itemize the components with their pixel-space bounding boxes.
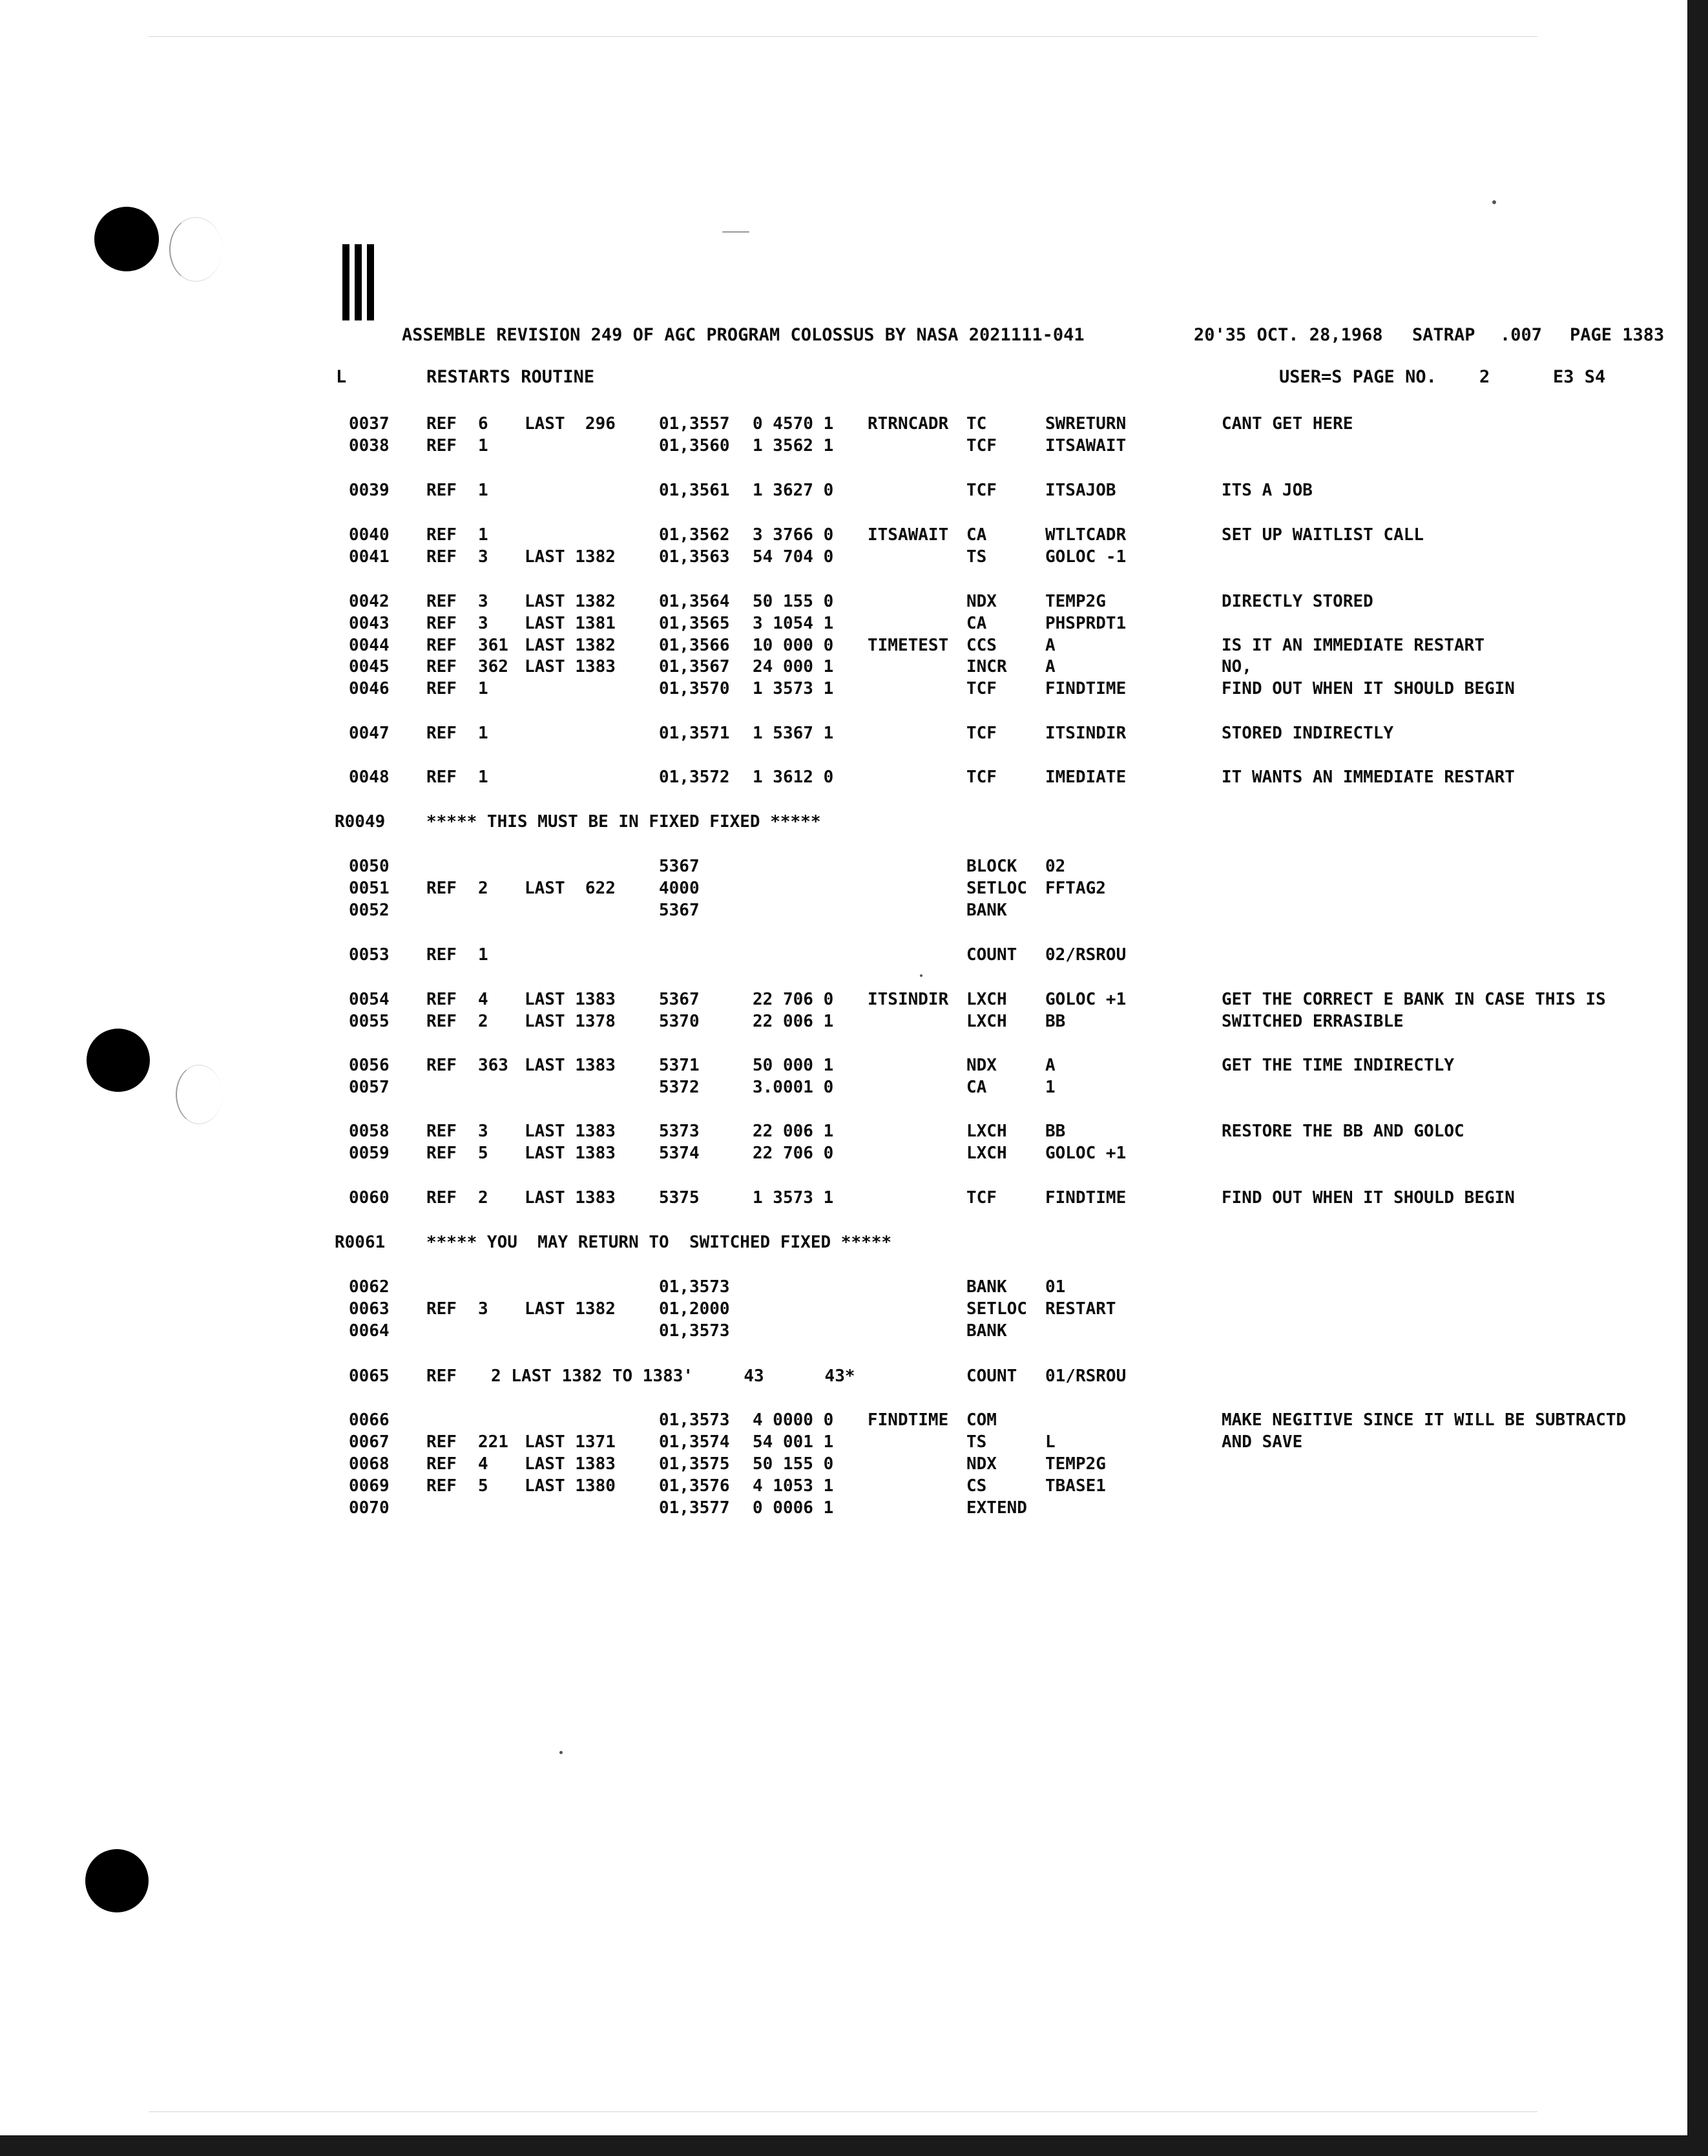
opcode: BANK bbox=[966, 901, 1007, 920]
address: 01,3567 bbox=[659, 657, 730, 676]
machine-code: 54 704 0 bbox=[753, 547, 834, 567]
address: 01,3572 bbox=[659, 768, 730, 787]
comment: GET THE TIME INDIRECTLY bbox=[1222, 1056, 1455, 1075]
machine-code: 4 0000 0 bbox=[753, 1410, 834, 1430]
comment: RESTORE THE BB AND GOLOC bbox=[1222, 1122, 1464, 1141]
operand: 02/RSROU bbox=[1045, 945, 1127, 965]
ref-marker: REF bbox=[426, 1366, 457, 1386]
operand: GOLOC +1 bbox=[1045, 1144, 1127, 1163]
ref-count: 1 bbox=[478, 436, 488, 455]
last-ref: LAST 1378 bbox=[525, 1012, 616, 1031]
address: 01,3562 bbox=[659, 525, 730, 545]
ref-marker: REF bbox=[426, 1299, 457, 1319]
machine-code: 10 000 0 bbox=[753, 636, 834, 655]
ref-marker: REF bbox=[426, 1122, 457, 1141]
user-page-number: 2 bbox=[1479, 367, 1490, 387]
operand: PHSPRDT1 bbox=[1045, 614, 1127, 633]
last-ref: LAST 1383 bbox=[525, 1144, 616, 1163]
opcode: TCF bbox=[966, 679, 997, 698]
opcode: CA bbox=[966, 525, 987, 545]
ref-count: 2 bbox=[478, 1012, 488, 1031]
machine-code: 1 5367 1 bbox=[753, 724, 834, 743]
machine-code: 3 1054 1 bbox=[753, 614, 834, 633]
line-number: 0066 bbox=[349, 1410, 390, 1430]
line-number: R0061 bbox=[335, 1233, 386, 1252]
opcode: CS bbox=[966, 1476, 987, 1496]
operand: GOLOC -1 bbox=[1045, 547, 1127, 567]
last-ref: LAST 1383 bbox=[525, 657, 616, 676]
ref-count: 221 bbox=[478, 1432, 508, 1452]
line-number: 0041 bbox=[349, 547, 390, 567]
subheader-tag: E3 S4 bbox=[1553, 367, 1606, 387]
ref-marker: REF bbox=[426, 1454, 457, 1474]
line-number: 0047 bbox=[349, 724, 390, 743]
last-ref: LAST 1381 bbox=[525, 614, 616, 633]
machine-code: 22 006 1 bbox=[753, 1122, 834, 1141]
comment: CANT GET HERE bbox=[1222, 414, 1353, 434]
opcode: BANK bbox=[966, 1277, 1007, 1297]
label: ITSINDIR bbox=[868, 990, 949, 1009]
address: 01,3570 bbox=[659, 679, 730, 698]
line-number: 0040 bbox=[349, 525, 390, 545]
ref-count: 3 bbox=[478, 614, 488, 633]
machine-code: 22 006 1 bbox=[753, 1012, 834, 1031]
address: 01,3573 bbox=[659, 1277, 730, 1297]
operand: GOLOC +1 bbox=[1045, 990, 1127, 1009]
ref-count: 1 bbox=[478, 525, 488, 545]
line-number: 0048 bbox=[349, 768, 390, 787]
address: 5373 bbox=[659, 1122, 700, 1141]
address: 01,3557 bbox=[659, 414, 730, 434]
line-number: 0064 bbox=[349, 1321, 390, 1341]
last-ref: LAST 1382 bbox=[525, 547, 616, 567]
opcode: NDX bbox=[966, 1454, 997, 1474]
ref-marker: REF bbox=[426, 990, 457, 1009]
opcode: TCF bbox=[966, 436, 997, 455]
machine-code: 3 3766 0 bbox=[753, 525, 834, 545]
line-number: 0039 bbox=[349, 481, 390, 500]
comment: IT WANTS AN IMMEDIATE RESTART bbox=[1222, 768, 1515, 787]
operand: FINDTIME bbox=[1045, 1188, 1127, 1208]
operand: FFTAG2 bbox=[1045, 879, 1106, 898]
last-ref: LAST 1383 bbox=[525, 1454, 616, 1474]
ref-marker: REF bbox=[426, 1144, 457, 1163]
ref-marker: REF bbox=[426, 481, 457, 500]
opcode: TS bbox=[966, 1432, 987, 1452]
address: 01,2000 bbox=[659, 1299, 730, 1319]
address: 01,3563 bbox=[659, 547, 730, 567]
opcode: TS bbox=[966, 547, 987, 567]
operand: WTLTCADR bbox=[1045, 525, 1127, 545]
ref-count: 3 bbox=[478, 1122, 488, 1141]
operand: ITSINDIR bbox=[1045, 724, 1127, 743]
opcode: NDX bbox=[966, 1056, 997, 1075]
address: 01,3566 bbox=[659, 636, 730, 655]
ref-count: 3 bbox=[478, 592, 488, 611]
ref-marker: REF bbox=[426, 636, 457, 655]
operand: ITSAWAIT bbox=[1045, 436, 1127, 455]
address: 5370 bbox=[659, 1012, 700, 1031]
header-title: ASSEMBLE REVISION 249 OF AGC PROGRAM COLOSSUS BY NASA 2021111-041 bbox=[402, 325, 1085, 345]
address: 5372 bbox=[659, 1078, 700, 1097]
machine-code: 50 155 0 bbox=[753, 592, 834, 611]
opcode: NDX bbox=[966, 592, 997, 611]
address: 5367 bbox=[659, 901, 700, 920]
ref-marker: REF bbox=[426, 1056, 457, 1075]
operand: TBASE1 bbox=[1045, 1476, 1106, 1496]
address: 01,3574 bbox=[659, 1432, 730, 1452]
opcode: TCF bbox=[966, 1188, 997, 1208]
ref-marker: REF bbox=[426, 1432, 457, 1452]
opcode: CCS bbox=[966, 636, 997, 655]
last-ref: 2 LAST 1382 TO 1383' 43 43* bbox=[491, 1366, 855, 1386]
line-number: 0062 bbox=[349, 1277, 390, 1297]
opcode: EXTEND bbox=[966, 1498, 1027, 1518]
ref-marker: REF bbox=[426, 592, 457, 611]
operand: SWRETURN bbox=[1045, 414, 1127, 434]
machine-code: 0 0006 1 bbox=[753, 1498, 834, 1518]
ref-marker: REF bbox=[426, 1476, 457, 1496]
operand: IMEDIATE bbox=[1045, 768, 1127, 787]
address: 5371 bbox=[659, 1056, 700, 1075]
operand: BB bbox=[1045, 1122, 1066, 1141]
last-ref: LAST 1383 bbox=[525, 1188, 616, 1208]
operand: TEMP2G bbox=[1045, 592, 1106, 611]
ref-marker: REF bbox=[426, 525, 457, 545]
ref-count: 1 bbox=[478, 679, 488, 698]
ref-marker: REF bbox=[426, 945, 457, 965]
comment: FIND OUT WHEN IT SHOULD BEGIN bbox=[1222, 1188, 1515, 1208]
address: 01,3573 bbox=[659, 1321, 730, 1341]
listing-message: ***** THIS MUST BE IN FIXED FIXED ***** bbox=[426, 812, 821, 832]
machine-code: 0 4570 1 bbox=[753, 414, 834, 434]
line-number: 0045 bbox=[349, 657, 390, 676]
label: FINDTIME bbox=[868, 1410, 949, 1430]
address: 5367 bbox=[659, 990, 700, 1009]
address: 5374 bbox=[659, 1144, 700, 1163]
opcode: COUNT bbox=[966, 945, 1017, 965]
operand: A bbox=[1045, 636, 1056, 655]
ref-marker: REF bbox=[426, 547, 457, 567]
opcode: TCF bbox=[966, 724, 997, 743]
machine-code: 1 3573 1 bbox=[753, 1188, 834, 1208]
ref-marker: REF bbox=[426, 1012, 457, 1031]
operand: A bbox=[1045, 657, 1056, 676]
ref-marker: REF bbox=[426, 436, 457, 455]
ref-count: 2 bbox=[478, 879, 488, 898]
line-number: 0065 bbox=[349, 1366, 390, 1386]
machine-code: 54 001 1 bbox=[753, 1432, 834, 1452]
ref-count: 1 bbox=[478, 724, 488, 743]
ref-marker: REF bbox=[426, 657, 457, 676]
ref-count: 6 bbox=[478, 414, 488, 434]
address: 01,3573 bbox=[659, 1410, 730, 1430]
line-number: 0043 bbox=[349, 614, 390, 633]
address: 01,3561 bbox=[659, 481, 730, 500]
machine-code: 24 000 1 bbox=[753, 657, 834, 676]
opcode: BANK bbox=[966, 1321, 1007, 1341]
line-number: 0059 bbox=[349, 1144, 390, 1163]
ref-marker: REF bbox=[426, 879, 457, 898]
opcode: LXCH bbox=[966, 990, 1007, 1009]
line-number: 0046 bbox=[349, 679, 390, 698]
machine-code: 50 000 1 bbox=[753, 1056, 834, 1075]
comment: DIRECTLY STORED bbox=[1222, 592, 1373, 611]
ref-marker: REF bbox=[426, 1188, 457, 1208]
opcode: LXCH bbox=[966, 1012, 1007, 1031]
comment: IS IT AN IMMEDIATE RESTART bbox=[1222, 636, 1484, 655]
ref-marker: REF bbox=[426, 768, 457, 787]
line-number: 0060 bbox=[349, 1188, 390, 1208]
machine-code: 22 706 0 bbox=[753, 990, 834, 1009]
machine-code: 22 706 0 bbox=[753, 1144, 834, 1163]
operand: FINDTIME bbox=[1045, 679, 1127, 698]
opcode: COUNT bbox=[966, 1366, 1017, 1386]
last-ref: LAST 622 bbox=[525, 879, 616, 898]
ref-marker: REF bbox=[426, 414, 457, 434]
address: 01,3564 bbox=[659, 592, 730, 611]
opcode: TC bbox=[966, 414, 987, 434]
operand: 01/RSROU bbox=[1045, 1366, 1127, 1386]
comment: GET THE CORRECT E BANK IN CASE THIS IS bbox=[1222, 990, 1606, 1009]
last-ref: LAST 296 bbox=[525, 414, 616, 434]
operand: A bbox=[1045, 1056, 1056, 1075]
comment: FIND OUT WHEN IT SHOULD BEGIN bbox=[1222, 679, 1515, 698]
line-number: 0050 bbox=[349, 857, 390, 876]
comment: ITS A JOB bbox=[1222, 481, 1313, 500]
line-number: 0069 bbox=[349, 1476, 390, 1496]
ref-count: 1 bbox=[478, 945, 488, 965]
address: 01,3560 bbox=[659, 436, 730, 455]
label: TIMETEST bbox=[868, 636, 949, 655]
operand: RESTART bbox=[1045, 1299, 1116, 1319]
ref-count: 361 bbox=[478, 636, 508, 655]
line-number: 0037 bbox=[349, 414, 390, 434]
header-code: .007 bbox=[1500, 325, 1543, 345]
operand: 1 bbox=[1045, 1078, 1056, 1097]
last-ref: LAST 1380 bbox=[525, 1476, 616, 1496]
label: ITSAWAIT bbox=[868, 525, 949, 545]
last-ref: LAST 1382 bbox=[525, 1299, 616, 1319]
machine-code: 1 3627 0 bbox=[753, 481, 834, 500]
line-number: 0057 bbox=[349, 1078, 390, 1097]
header-page: PAGE 1383 bbox=[1570, 325, 1665, 345]
operand: L bbox=[1045, 1432, 1056, 1452]
line-number: 0056 bbox=[349, 1056, 390, 1075]
address: 01,3575 bbox=[659, 1454, 730, 1474]
ref-count: 4 bbox=[478, 1454, 488, 1474]
comment: AND SAVE bbox=[1222, 1432, 1303, 1452]
machine-code: 1 3562 1 bbox=[753, 436, 834, 455]
ref-count: 5 bbox=[478, 1144, 488, 1163]
machine-code: 1 3573 1 bbox=[753, 679, 834, 698]
line-number: 0070 bbox=[349, 1498, 390, 1518]
user-page-label: USER=S PAGE NO. bbox=[1279, 367, 1437, 387]
ref-marker: REF bbox=[426, 679, 457, 698]
last-ref: LAST 1371 bbox=[525, 1432, 616, 1452]
line-number: R0049 bbox=[335, 812, 386, 832]
line-number: 0044 bbox=[349, 636, 390, 655]
last-ref: LAST 1383 bbox=[525, 1056, 616, 1075]
operand: 01 bbox=[1045, 1277, 1066, 1297]
address: 01,3565 bbox=[659, 614, 730, 633]
last-ref: LAST 1382 bbox=[525, 636, 616, 655]
line-number: 0053 bbox=[349, 945, 390, 965]
last-ref: LAST 1382 bbox=[525, 592, 616, 611]
comment: SET UP WAITLIST CALL bbox=[1222, 525, 1424, 545]
line-number: 0051 bbox=[349, 879, 390, 898]
last-ref: LAST 1383 bbox=[525, 1122, 616, 1141]
opcode: CA bbox=[966, 614, 987, 633]
ref-count: 2 bbox=[478, 1188, 488, 1208]
address: 01,3571 bbox=[659, 724, 730, 743]
header-user: SATRAP bbox=[1412, 325, 1475, 345]
line-number: 0052 bbox=[349, 901, 390, 920]
opcode: SETLOC bbox=[966, 1299, 1027, 1319]
line-number: 0055 bbox=[349, 1012, 390, 1031]
opcode: LXCH bbox=[966, 1122, 1007, 1141]
listing-subheader bbox=[0, 367, 1687, 512]
comment: MAKE NEGITIVE SINCE IT WILL BE SUBTRACTD bbox=[1222, 1410, 1627, 1430]
line-number: 0063 bbox=[349, 1299, 390, 1319]
ref-count: 1 bbox=[478, 481, 488, 500]
opcode: COM bbox=[966, 1410, 997, 1430]
line-number: 0038 bbox=[349, 436, 390, 455]
comment: STORED INDIRECTLY bbox=[1222, 724, 1394, 743]
ref-count: 3 bbox=[478, 547, 488, 567]
label: RTRNCADR bbox=[868, 414, 949, 434]
operand: ITSAJOB bbox=[1045, 481, 1116, 500]
machine-code: 1 3612 0 bbox=[753, 768, 834, 787]
subheader-flag: L bbox=[336, 367, 347, 387]
ref-marker: REF bbox=[426, 724, 457, 743]
opcode: CA bbox=[966, 1078, 987, 1097]
subheader-routine: RESTARTS ROUTINE bbox=[426, 367, 595, 387]
machine-code: 4 1053 1 bbox=[753, 1476, 834, 1496]
header-timestamp: 20'35 OCT. 28,1968 bbox=[1194, 325, 1383, 345]
opcode: LXCH bbox=[966, 1144, 1007, 1163]
opcode: BLOCK bbox=[966, 857, 1017, 876]
ref-count: 4 bbox=[478, 990, 488, 1009]
opcode: SETLOC bbox=[966, 879, 1027, 898]
ref-count: 5 bbox=[478, 1476, 488, 1496]
machine-code: 3.0001 0 bbox=[753, 1078, 834, 1097]
operand: BB bbox=[1045, 1012, 1066, 1031]
opcode: TCF bbox=[966, 768, 997, 787]
address: 01,3576 bbox=[659, 1476, 730, 1496]
ref-marker: REF bbox=[426, 614, 457, 633]
comment: NO, bbox=[1222, 657, 1252, 676]
ref-count: 363 bbox=[478, 1056, 508, 1075]
last-ref: LAST 1383 bbox=[525, 990, 616, 1009]
operand: 02 bbox=[1045, 857, 1066, 876]
ref-count: 362 bbox=[478, 657, 508, 676]
opcode: TCF bbox=[966, 481, 997, 500]
opcode: INCR bbox=[966, 657, 1007, 676]
listing-message: ***** YOU MAY RETURN TO SWITCHED FIXED ***** bbox=[426, 1233, 892, 1252]
address: 5367 bbox=[659, 857, 700, 876]
line-number: 0054 bbox=[349, 990, 390, 1009]
address: 4000 bbox=[659, 879, 700, 898]
line-number: 0068 bbox=[349, 1454, 390, 1474]
ref-count: 3 bbox=[478, 1299, 488, 1319]
line-number: 0067 bbox=[349, 1432, 390, 1452]
ref-count: 1 bbox=[478, 768, 488, 787]
line-number: 0058 bbox=[349, 1122, 390, 1141]
machine-code: 50 155 0 bbox=[753, 1454, 834, 1474]
operand: TEMP2G bbox=[1045, 1454, 1106, 1474]
comment: SWITCHED ERRASIBLE bbox=[1222, 1012, 1404, 1031]
address: 01,3577 bbox=[659, 1498, 730, 1518]
address: 5375 bbox=[659, 1188, 700, 1208]
line-number: 0042 bbox=[349, 592, 390, 611]
